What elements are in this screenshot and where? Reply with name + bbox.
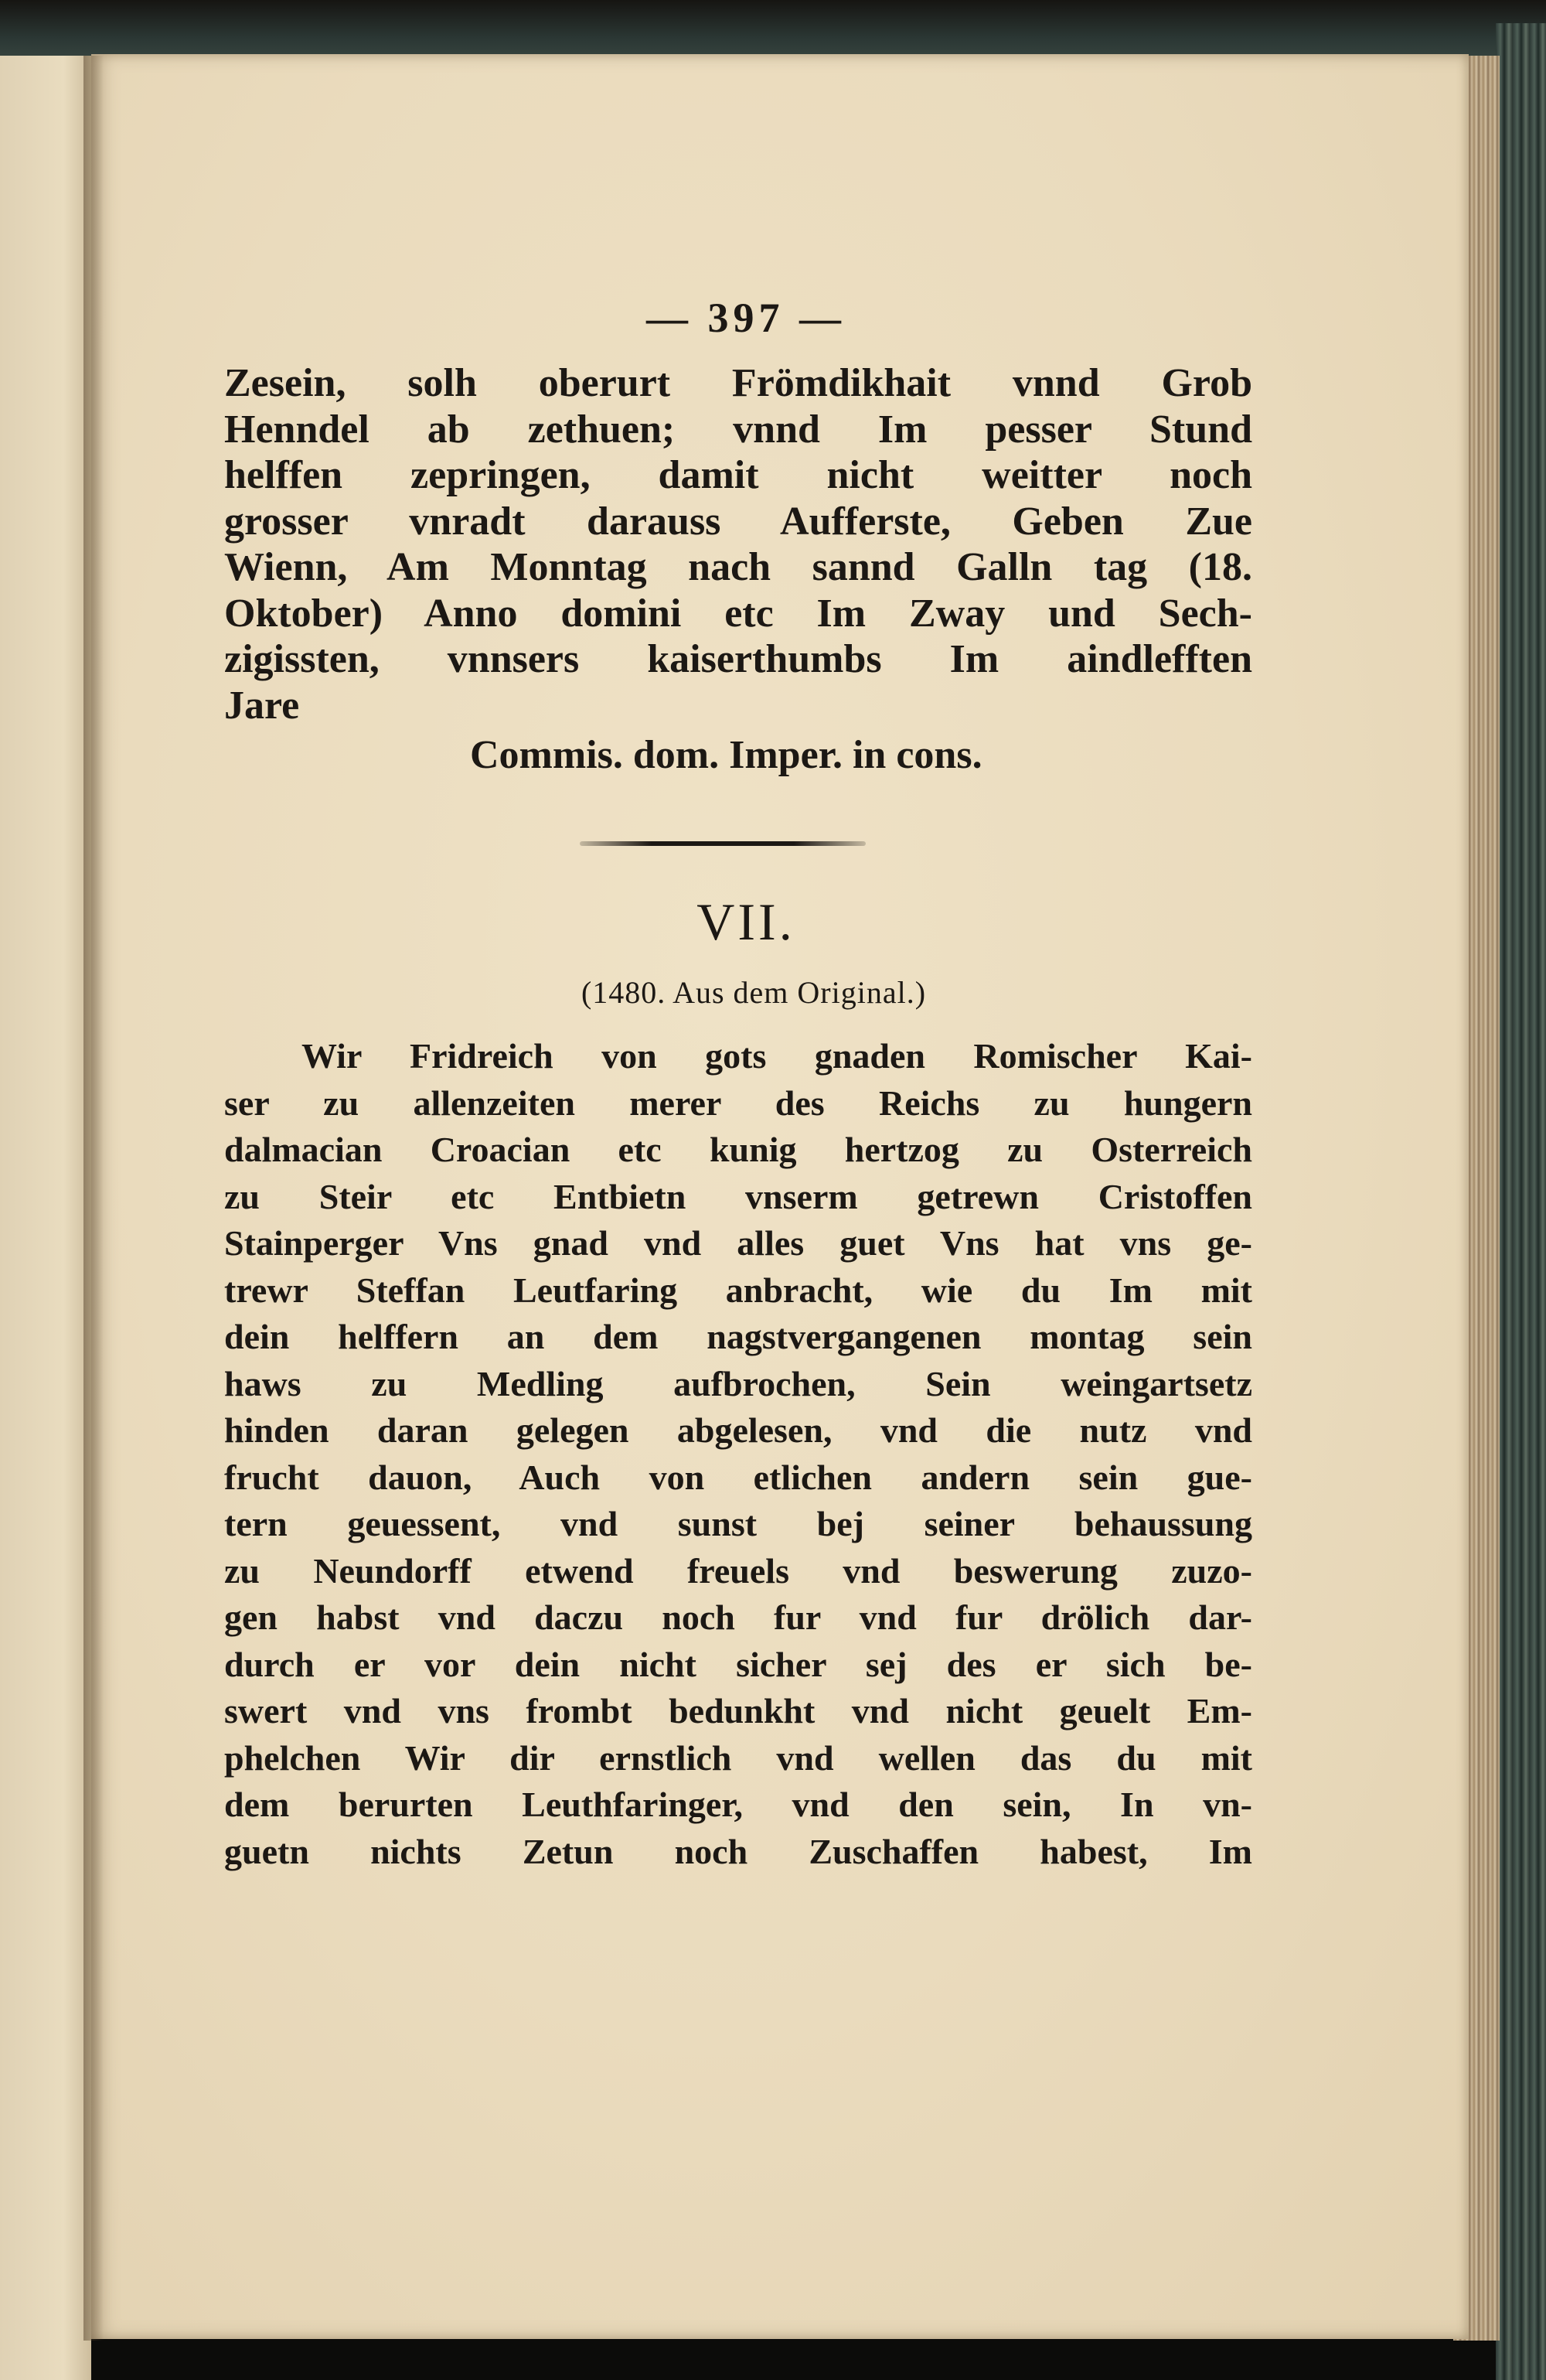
text-line: helffen zepringen, damit nicht weitter noch <box>224 453 1252 497</box>
text-line: hinden daran gelegen abgelesen, vnd die nutz vnd <box>224 1410 1252 1450</box>
text-line: dein helffern an dem nagstvergangenen montag sein <box>224 1317 1252 1356</box>
text-line: Jare <box>224 683 300 728</box>
text-line: durch er vor dein nicht sicher sej des er sich be- <box>224 1644 1252 1684</box>
text-line: Oktober) Anno domini etc Im Zway und Sech- <box>224 591 1252 636</box>
text-line: Henndel ab zethuen; vnnd Im pesser Stund <box>224 407 1252 452</box>
text-line: dalmacian Croacian etc kunig hertzog zu Osterreich <box>224 1130 1252 1169</box>
text-line: Wir Fridreich von gots gnaden Romischer Kai- <box>301 1036 1252 1076</box>
text-line: zu Neundorff etwend freuels vnd beswerung zuzo- <box>224 1550 1252 1591</box>
text-line: dem berurten Leuthfaringer, vnd den sein, In vn- <box>224 1785 1252 1824</box>
text-line: phelchen Wir dir ernstlich vnd wellen das du mit <box>224 1737 1252 1778</box>
page-number: — 397 — <box>646 295 846 341</box>
page-text <box>224 294 1252 1875</box>
section-title: VII. <box>696 892 795 951</box>
text-line: gen habst vnd daczu noch fur vnd fur drölich dar- <box>224 1597 1252 1637</box>
paragraph-2 <box>224 1033 1252 1875</box>
signature-line: Commis. dom. Imper. in cons. <box>470 733 982 777</box>
section-subtitle: (1480. Aus dem Original.) <box>581 975 927 1010</box>
text-line: trewr Steffan Leutfaring anbracht, wie du Im mit <box>224 1270 1252 1310</box>
gutter-shadow <box>83 56 104 2341</box>
text-line: zigissten, vnnsers kaiserthumbs Im aindlefften <box>224 637 1252 681</box>
text-line: Stainperger Vns gnad vnd alles guet Vns hat vns ge- <box>224 1223 1252 1263</box>
paragraph-1 <box>224 360 1252 728</box>
book-cover-board <box>1496 23 1546 2380</box>
text-line: guetn nichts Zetun noch Zuschaffen habest, Im <box>224 1831 1252 1871</box>
text-line: swert vnd vns frombt bedunkht vnd nicht geuelt Em- <box>224 1691 1252 1730</box>
text-line: frucht dauon, Auch von etlichen andern sein gue- <box>224 1457 1252 1497</box>
text-line: haws zu Medling aufbrochen, Sein weingartsetz <box>224 1363 1252 1403</box>
text-line: tern geuessent, vnd sunst bej seiner behaussung <box>224 1504 1252 1543</box>
text-line: zu Steir etc Entbietn vnserm getrewn Cristoffen <box>224 1176 1252 1216</box>
text-line: Wienn, Am Monntag nach sannd Galln tag (18. <box>224 545 1252 589</box>
section-divider <box>580 841 866 846</box>
text-line: ser zu allenzeiten merer des Reichs zu hungern <box>224 1083 1252 1123</box>
text-line: grosser vnradt darauss Aufferste, Geben Zue <box>224 499 1252 544</box>
text-line: Zesein, solh oberurt Frömdikhait vnnd Grob <box>224 361 1252 405</box>
left-page-edge <box>0 56 91 2380</box>
